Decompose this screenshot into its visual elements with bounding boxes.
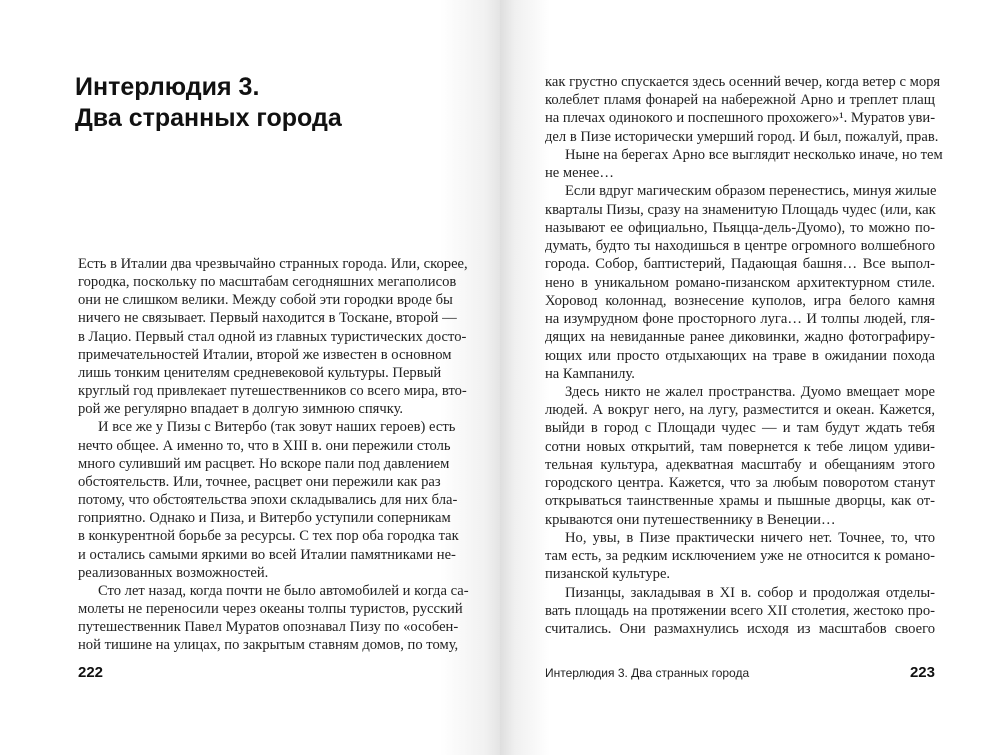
paragraph [545, 529, 935, 584]
text-line: Если вдруг магическим образом перенестись, минуя жилые [565, 183, 937, 200]
text-line: молеты не переносили через океаны толпы туристов, русский [78, 600, 463, 617]
text-line: ничего не связывает. Первый находится в Тоскане, второй — [78, 310, 457, 327]
text-line: круглый год привлекает путешественников со всего мира, вто- [78, 383, 467, 400]
chapter-title-line-2: Два странных города [75, 104, 342, 132]
text-line: Есть в Италии два чрезвычайно странных города. Или, скорее, [78, 256, 468, 272]
paragraph [545, 383, 935, 529]
text-line: называют ее официально, Пьяцца-дель-Дуомо), то можно по- [545, 219, 935, 236]
text-line: и остались самыми яркими во всей Италии памятниками не- [78, 546, 456, 563]
text-line: пизанской культуре. [545, 566, 671, 583]
paragraph [78, 418, 459, 581]
text-line: дел в Пизе исторически умерший город. И был, пожалуй, прав. [545, 128, 939, 145]
text-line: Но, увы, в Пизе практически ничего нет. Точнее, то, что [565, 529, 935, 546]
text-line: много суливший им расцвет. Но вскоре пали под давлением [78, 455, 450, 472]
text-line: ющих или просто отдыхающих на траве в ожидании похода [545, 347, 935, 364]
text-line: ной тишине на улицах, по закрытым ставням домов, по тому, [78, 637, 459, 654]
text-line: на плечах одинокого и поспешного прохожего»¹. Муратов уви- [545, 110, 936, 127]
text-line: сотни новых открытий, там повернется к тебе лицом удиви- [545, 438, 935, 455]
text-line: городского центра. Кажется, что за любым поворотом станут [545, 475, 935, 492]
text-line: города. Собор, баптистерий, Падающая башня… Все выпол- [545, 256, 935, 273]
text-line: Здесь никто не жалел пространства. Дуомо вмещает море [565, 383, 935, 400]
paragraph [545, 73, 941, 146]
text-line: как грустно спускается здесь осенний вечер, когда ветер с моря [545, 74, 941, 90]
text-line: кварталы Пизы, сразу на знаменитую Площадь чудес (или, как [545, 201, 936, 218]
text-line: колеблет пламя фонарей на набережной Арно и треплет плащ [545, 92, 935, 109]
right-page-body-text [545, 73, 943, 638]
text-line: считались. Они размахнулись исходя из масштабов своего [545, 621, 935, 638]
text-line: гоприятно. Однако и Пиза, и Витербо уступили соперникам [78, 510, 451, 527]
text-line: И все же у Пизы с Витербо (так зовут наших героев) есть [98, 419, 456, 436]
text-line: людей. А вокруг него, на лугу, разместится и океан. Кажется, [545, 402, 935, 419]
text-line: на изумрудном фоне просторного луга… И толпы людей, гля- [545, 311, 935, 328]
paragraph [545, 182, 935, 383]
paragraph [78, 582, 469, 655]
left-page-body-text [78, 255, 469, 654]
text-line: путешественник Павел Муратов опознавал Пизу по «особен- [78, 619, 459, 636]
text-line: дящих на невиданные ранее диковинки, жадно фотографиру- [545, 329, 935, 346]
text-line: на Кампанилу. [545, 365, 635, 382]
text-line: тельная культура, адекватная масштабу и обещаниям этого [545, 456, 935, 473]
text-line: городка, поскольку по масштабам сегодняшних мегаполисов [78, 274, 457, 291]
text-line: в конкурентной борьбе за ресурсы. С тех пор оба городка так [78, 528, 459, 545]
text-line: Хоровод колоннад, вознесение куполов, игра белого камня [545, 292, 935, 309]
text-line: там есть, за редким исключением уже не относится к романо- [545, 548, 935, 565]
text-line: выйди в город с Площади чудес — и там будут ждать тебя [545, 420, 935, 437]
text-line: примечательностей Италии, второй же известен в основном [78, 346, 452, 363]
text-line: Сто лет назад, когда почти не было автомобилей и когда са- [98, 582, 469, 599]
right-page [500, 0, 1001, 755]
paragraph [78, 255, 468, 418]
page-number-right: 223 [909, 664, 935, 681]
text-line: открываться таинственные храмы и пышные дворцы, как от- [545, 493, 935, 510]
running-head: Интерлюдия 3. Два странных города [545, 666, 750, 680]
text-line: обстоятельств. Или, точнее, расцвет они пережили как раз [78, 473, 441, 490]
page-number-left: 222 [78, 664, 104, 681]
text-line: рой же регулярно впадает в долгую зимнюю спячку. [78, 401, 404, 418]
text-line: они не слишком велики. Между собой эти городки вроде бы [78, 292, 453, 309]
text-line: нено в уникальном романо-пизанском архитектурном стиле. [545, 274, 935, 291]
text-line: вать площадь на протяжении всего XII столетия, жестоко про- [545, 602, 935, 619]
chapter-title-line-1: Интерлюдия 3. [75, 73, 260, 101]
paragraph [545, 584, 935, 639]
text-line: реализованных возможностей. [78, 564, 269, 581]
left-page [0, 0, 500, 755]
text-line: думать, будто ты находишься в центре огромного волшебного [545, 238, 935, 255]
text-line: крываются они путешественнику в Венеции… [545, 511, 836, 528]
text-line: в Лацио. Первый стал одной из главных туристических досто- [78, 328, 467, 345]
chapter-title [75, 72, 342, 134]
paragraph [545, 146, 943, 182]
text-line: нечто общее. А именно то, что в XIII в. они пережили столь [78, 437, 451, 454]
text-line: потому, что обстоятельства эпохи складывались для них бла- [78, 492, 458, 509]
text-line: Пизанцы, закладывая в XI в. собор и продолжая отделы- [565, 584, 935, 601]
text-line: лишь тонким ценителям средневековой культуры. Первый [78, 364, 442, 381]
text-line: не менее… [545, 165, 615, 182]
text-line: Ныне на берегах Арно все выглядит несколько иначе, но тем [565, 146, 943, 163]
